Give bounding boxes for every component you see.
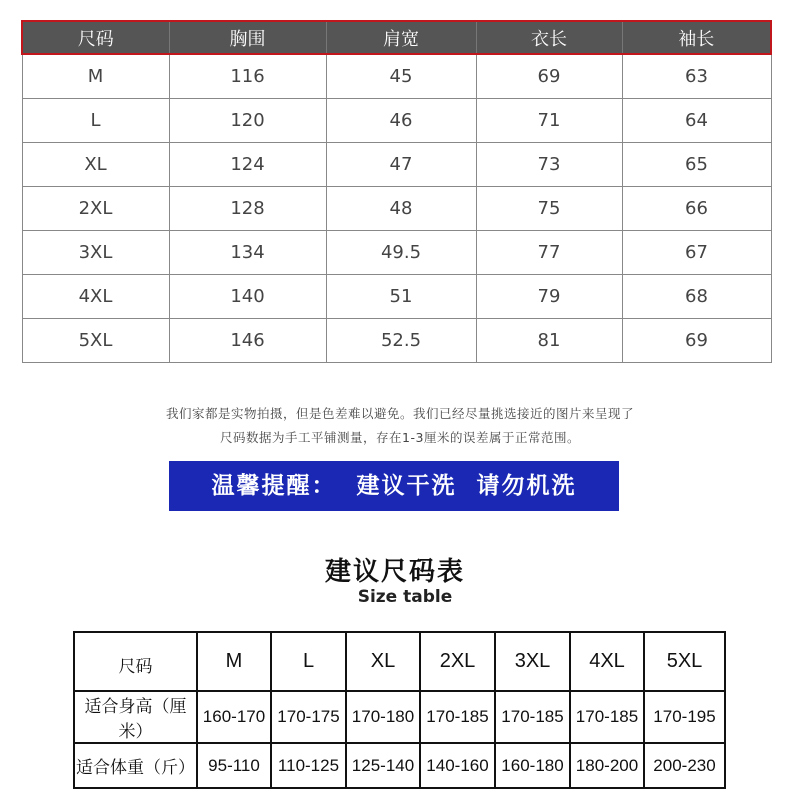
disclaimer-line-1: 我们家都是实物拍摄，但是色差难以避免。我们已经尽量挑选接近的图片来呈现了: [165, 406, 634, 421]
table-cell: 47: [326, 143, 476, 187]
table-row: [22, 143, 771, 187]
weight-row-label: 适合体重（斤）: [74, 743, 197, 788]
table-cell: 160-170: [197, 691, 271, 743]
table-cell: 180-200: [570, 743, 644, 788]
table-cell: 4XL: [22, 275, 169, 319]
table-row: [22, 231, 771, 275]
table-row: [22, 187, 771, 231]
weight-row: [74, 743, 725, 788]
table-row: [22, 275, 771, 319]
table-cell: 2XL: [22, 187, 169, 231]
care-reminder-text: 温馨提醒： 建议干洗 请勿机洗: [211, 473, 577, 499]
table-cell: 3XL: [22, 231, 169, 275]
table-cell: 120: [169, 99, 326, 143]
table-cell: 170-185: [420, 691, 495, 743]
header-sleeve: 袖长: [622, 21, 771, 54]
table-cell: 170-175: [271, 691, 346, 743]
size-header-cell: M: [197, 632, 271, 691]
size-header-cell: 3XL: [495, 632, 570, 691]
table-cell: 68: [622, 275, 771, 319]
height-row-label: 适合身高（厘米）: [74, 691, 197, 743]
table-cell: 49.5: [326, 231, 476, 275]
table-cell: 116: [169, 54, 326, 99]
size-header-cell: 2XL: [420, 632, 495, 691]
table-cell: 46: [326, 99, 476, 143]
table-cell: 63: [622, 54, 771, 99]
table-cell: 125-140: [346, 743, 420, 788]
table-cell: 77: [476, 231, 622, 275]
table-cell: M: [22, 54, 169, 99]
table-cell: 71: [476, 99, 622, 143]
disclaimer-line-2: 尺码数据为手工平铺测量，存在1-3厘米的误差属于正常范围。: [220, 430, 580, 445]
size-header-label: 尺码: [74, 632, 197, 691]
table-cell: 67: [622, 231, 771, 275]
table-row: [22, 54, 771, 99]
table-cell: 66: [622, 187, 771, 231]
size-header-cell: XL: [346, 632, 420, 691]
table-cell: 170-185: [570, 691, 644, 743]
size-header-cell: 4XL: [570, 632, 644, 691]
table-cell: L: [22, 99, 169, 143]
size-header-cell: L: [271, 632, 346, 691]
table-cell: 140-160: [420, 743, 495, 788]
suggested-size-table: [73, 631, 726, 789]
table-cell: 124: [169, 143, 326, 187]
measurement-table: [21, 20, 772, 363]
size-header-cell: 5XL: [644, 632, 725, 691]
height-row: [74, 691, 725, 743]
table-cell: 69: [476, 54, 622, 99]
table-cell: 134: [169, 231, 326, 275]
size-header-row: [74, 632, 725, 691]
header-chest: 胸围: [169, 21, 326, 54]
size-table-title: 建议尺码表: [324, 557, 465, 587]
table-cell: 79: [476, 275, 622, 319]
size-table-subtitle: Size table: [357, 587, 453, 607]
table-cell: 64: [622, 99, 771, 143]
table-cell: 5XL: [22, 319, 169, 363]
table-cell: 95-110: [197, 743, 271, 788]
table-cell: 140: [169, 275, 326, 319]
measurement-header-row: [22, 21, 771, 54]
table-cell: 170-195: [644, 691, 725, 743]
table-cell: 65: [622, 143, 771, 187]
table-row: [22, 319, 771, 363]
table-cell: 81: [476, 319, 622, 363]
table-row: [22, 99, 771, 143]
table-cell: 45: [326, 54, 476, 99]
care-reminder-banner: [169, 461, 619, 511]
table-cell: XL: [22, 143, 169, 187]
table-cell: 48: [326, 187, 476, 231]
table-cell: 75: [476, 187, 622, 231]
header-shoulder: 肩宽: [326, 21, 476, 54]
table-cell: 170-180: [346, 691, 420, 743]
table-cell: 160-180: [495, 743, 570, 788]
table-cell: 200-230: [644, 743, 725, 788]
table-cell: 73: [476, 143, 622, 187]
table-cell: 69: [622, 319, 771, 363]
table-cell: 146: [169, 319, 326, 363]
table-cell: 128: [169, 187, 326, 231]
table-cell: 51: [326, 275, 476, 319]
header-size: 尺码: [22, 21, 169, 54]
table-cell: 170-185: [495, 691, 570, 743]
header-length: 衣长: [476, 21, 622, 54]
table-cell: 52.5: [326, 319, 476, 363]
table-cell: 110-125: [271, 743, 346, 788]
